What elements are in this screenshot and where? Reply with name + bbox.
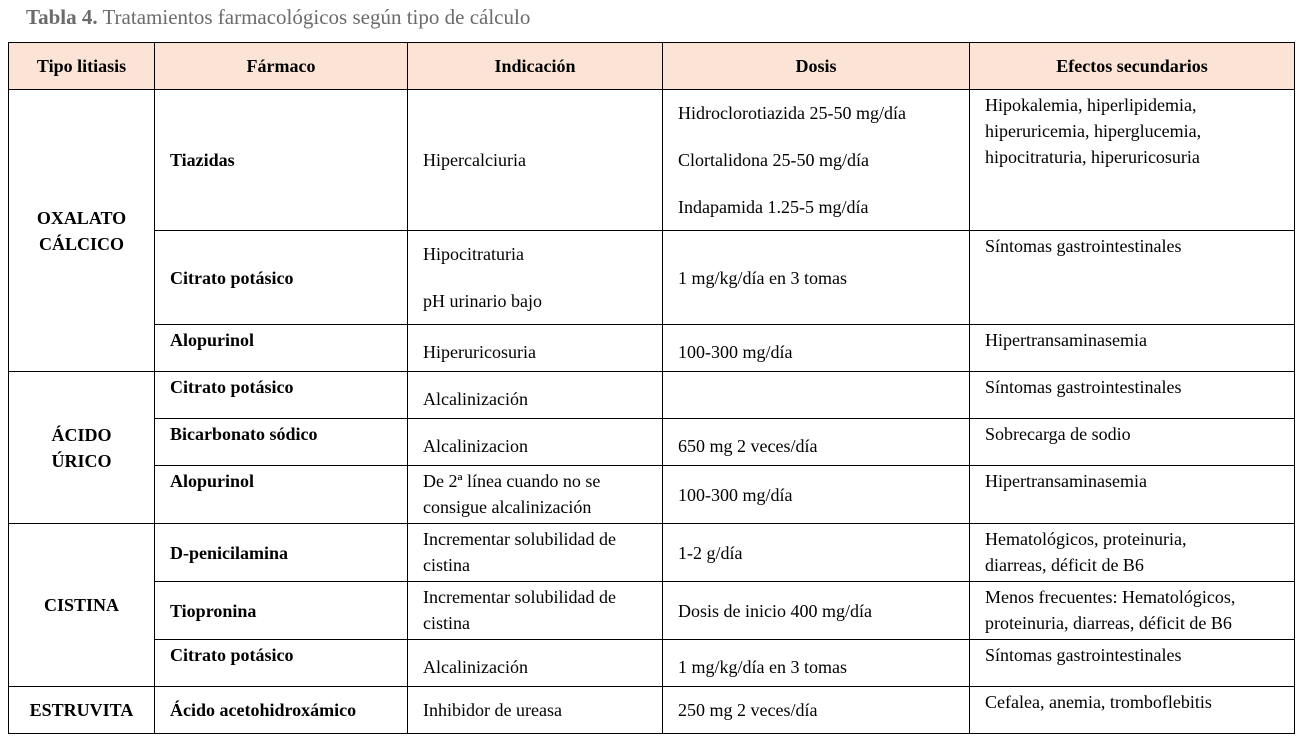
tipo-estruvita: ESTRUVITA bbox=[9, 687, 155, 734]
dosis-cell: 100-300 mg/día bbox=[663, 325, 970, 372]
indicacion-cell: Hipocitraturia pH urinario bajo bbox=[408, 231, 663, 325]
indicacion-cell: Incrementar solubilidad de cistina bbox=[408, 582, 663, 640]
dosis-cell: 1 mg/kg/día en 3 tomas bbox=[663, 231, 970, 325]
indicacion-cell: Hipercalciuria bbox=[408, 90, 663, 231]
table-caption bbox=[26, 5, 530, 30]
indicacion-cell: Hiperuricosuria bbox=[408, 325, 663, 372]
farmaco-cell: Alopurinol bbox=[155, 466, 408, 524]
tipo-acido: ÁCIDO ÚRICO bbox=[9, 372, 155, 524]
farmaco-cell: Citrato potásico bbox=[155, 231, 408, 325]
farmaco-cell: Citrato potásico bbox=[155, 372, 408, 419]
table-row bbox=[9, 524, 1295, 582]
header-tipo: Tipo litiasis bbox=[9, 43, 155, 90]
indicacion-cell: Alcalinización bbox=[408, 372, 663, 419]
efectos-cell: Síntomas gastrointestinales bbox=[970, 640, 1295, 687]
efectos-cell: Sobrecarga de sodio bbox=[970, 419, 1295, 466]
efectos-cell: Hipokalemia, hiperlipidemia, hiperuricemia, hiperglucemia, hipocitraturia, hiperuricosuria bbox=[970, 90, 1295, 231]
tipo-cistina: CISTINA bbox=[9, 524, 155, 687]
dosis-cell: 1 mg/kg/día en 3 tomas bbox=[663, 640, 970, 687]
indicacion-cell: Alcalinizacion bbox=[408, 419, 663, 466]
header-farmaco: Fármaco bbox=[155, 43, 408, 90]
header-row bbox=[9, 43, 1295, 90]
farmaco-cell: Citrato potásico bbox=[155, 640, 408, 687]
efectos-cell: Síntomas gastrointestinales bbox=[970, 372, 1295, 419]
table-row bbox=[9, 582, 1295, 640]
farmaco-cell: Tiopronina bbox=[155, 582, 408, 640]
table-row bbox=[9, 640, 1295, 687]
farmaco-cell: Alopurinol bbox=[155, 325, 408, 372]
efectos-cell: Cefalea, anemia, tromboflebitis bbox=[970, 687, 1295, 734]
efectos-cell: Hipertransaminasemia bbox=[970, 325, 1295, 372]
dosis-cell: 650 mg 2 veces/día bbox=[663, 419, 970, 466]
table-row bbox=[9, 372, 1295, 419]
efectos-cell: Hematológicos, proteinuria, diarreas, déficit de B6 bbox=[970, 524, 1295, 582]
header-dosis: Dosis bbox=[663, 43, 970, 90]
dosis-cell: 250 mg 2 veces/día bbox=[663, 687, 970, 734]
efectos-cell: Hipertransaminasemia bbox=[970, 466, 1295, 524]
header-indicacion: Indicación bbox=[408, 43, 663, 90]
farmaco-cell: Bicarbonato sódico bbox=[155, 419, 408, 466]
indicacion-cell: Inhibidor de ureasa bbox=[408, 687, 663, 734]
indicacion-cell: De 2ª línea cuando no se consigue alcalinización bbox=[408, 466, 663, 524]
table-row bbox=[9, 90, 1295, 231]
table-row bbox=[9, 419, 1295, 466]
farmaco-cell: Tiazidas bbox=[155, 90, 408, 231]
dosis-cell: Hidroclorotiazida 25-50 mg/día Clortalidona 25-50 mg/día Indapamida 1.25-5 mg/día bbox=[663, 90, 970, 231]
farmaco-cell: Ácido acetohidroxámico bbox=[155, 687, 408, 734]
caption-text: Tratamientos farmacológicos según tipo de cálculo bbox=[102, 5, 531, 29]
table-row bbox=[9, 466, 1295, 524]
tipo-oxalato: OXALATO CÁLCICO bbox=[9, 90, 155, 372]
efectos-cell: Síntomas gastrointestinales bbox=[970, 231, 1295, 325]
table-row bbox=[9, 231, 1295, 325]
indicacion-cell: Incrementar solubilidad de cistina bbox=[408, 524, 663, 582]
indicacion-cell: Alcalinización bbox=[408, 640, 663, 687]
table-row bbox=[9, 687, 1295, 734]
dosis-cell bbox=[663, 372, 970, 419]
dosis-cell: 1-2 g/día bbox=[663, 524, 970, 582]
header-efectos: Efectos secundarios bbox=[970, 43, 1295, 90]
table-row bbox=[9, 325, 1295, 372]
farmaco-cell: D-penicilamina bbox=[155, 524, 408, 582]
efectos-cell: Menos frecuentes: Hematológicos, proteinuria, diarreas, déficit de B6 bbox=[970, 582, 1295, 640]
treatment-table bbox=[8, 42, 1295, 734]
dosis-cell: 100-300 mg/día bbox=[663, 466, 970, 524]
caption-label: Tabla 4. bbox=[26, 5, 98, 29]
dosis-cell: Dosis de inicio 400 mg/día bbox=[663, 582, 970, 640]
